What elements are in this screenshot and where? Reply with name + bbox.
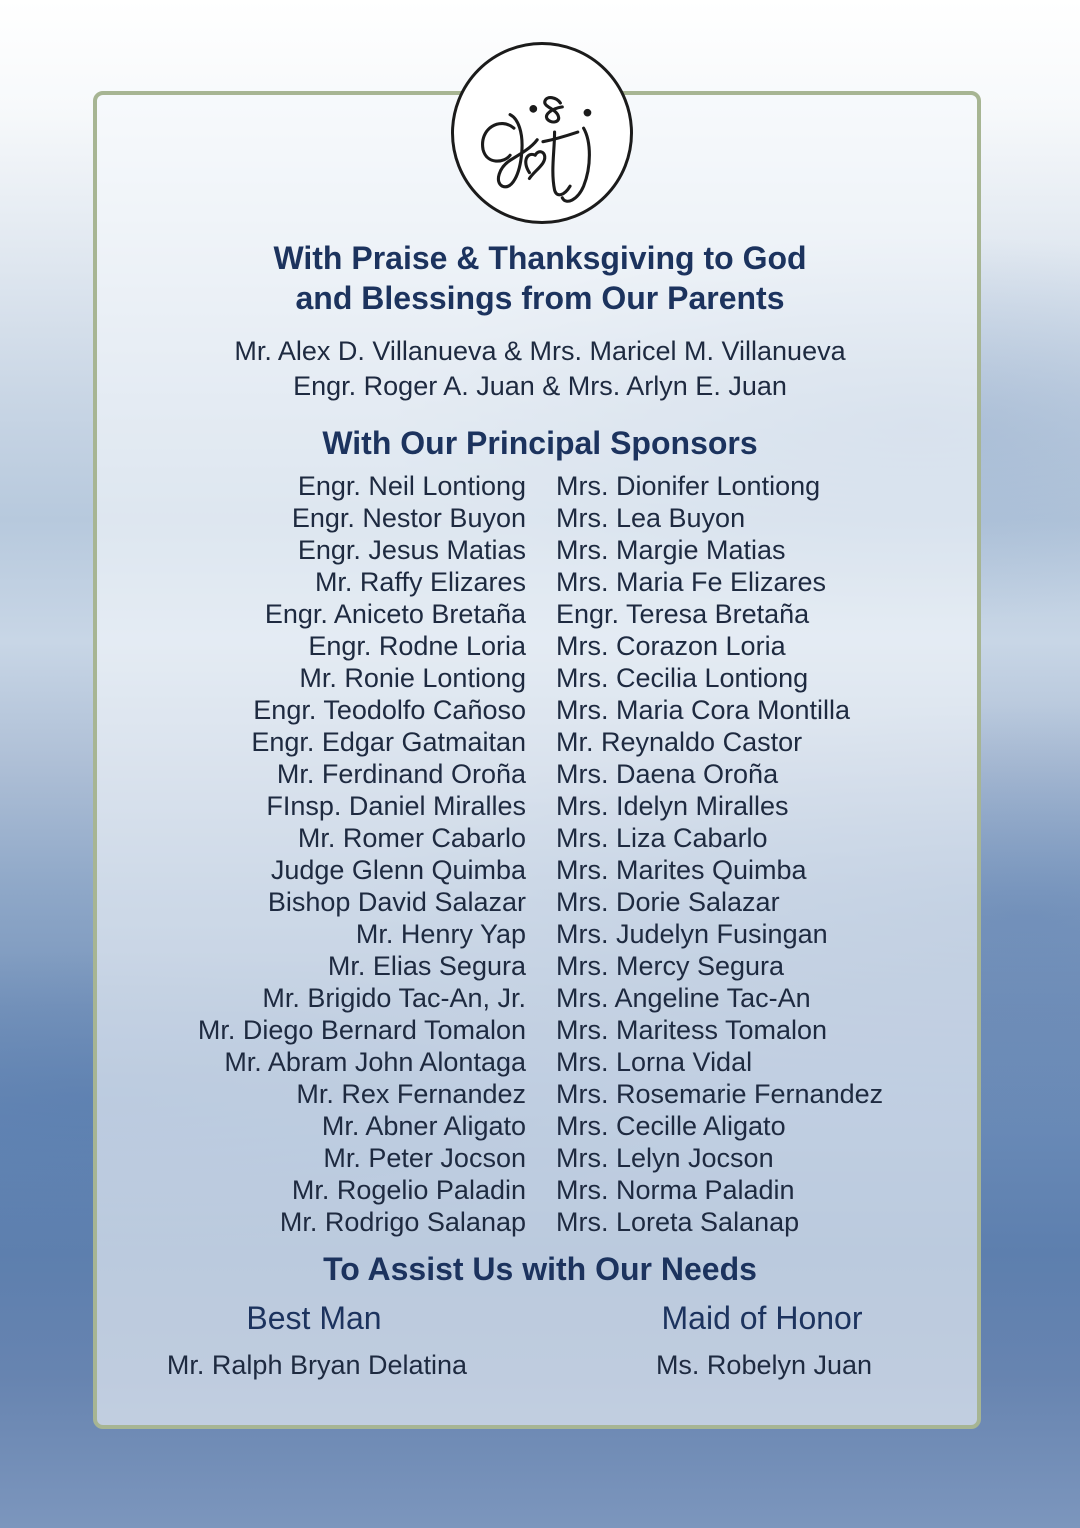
sponsors-right-column bbox=[556, 470, 883, 1238]
parents-line-1: Mr. Alex D. Villanueva & Mrs. Maricel M. Villanueva bbox=[234, 336, 846, 366]
sponsor-right: Mrs. Marites Quimba bbox=[556, 855, 807, 885]
sponsor-right: Engr. Teresa Bretaña bbox=[556, 599, 810, 629]
monogram-icon bbox=[454, 45, 630, 221]
sponsor-right: Mrs. Lelyn Jocson bbox=[556, 1143, 774, 1173]
sponsor-right: Mrs. Dorie Salazar bbox=[556, 887, 780, 917]
sponsor-right: Mrs. Lorna Vidal bbox=[556, 1047, 753, 1077]
sponsors-left-column bbox=[198, 470, 526, 1238]
sponsor-right: Mrs. Dionifer Lontiong bbox=[556, 471, 821, 501]
sponsor-right: Mrs. Margie Matias bbox=[556, 535, 786, 565]
sponsor-left: Judge Glenn Quimba bbox=[270, 855, 526, 885]
sponsor-left: Engr. Edgar Gatmaitan bbox=[251, 727, 526, 757]
sponsor-left: Mr. Ferdinand Oroña bbox=[276, 759, 526, 789]
sponsor-right: Mrs. Angeline Tac-An bbox=[556, 983, 811, 1013]
sponsor-left: Mr. Diego Bernard Tomalon bbox=[197, 1015, 526, 1045]
sponsor-right: Mrs. Mercy Segura bbox=[556, 951, 785, 981]
sponsor-right: Mrs. Loreta Salanap bbox=[556, 1207, 800, 1237]
sponsor-left: Mr. Rodrigo Salanap bbox=[279, 1207, 526, 1237]
sponsor-left: FInsp. Daniel Miralles bbox=[266, 791, 526, 821]
sponsor-left: Mr. Brigido Tac-An, Jr. bbox=[262, 983, 526, 1013]
best-man-title: Best Man bbox=[246, 1300, 382, 1336]
sponsor-left: Engr. Aniceto Bretaña bbox=[264, 599, 526, 629]
sponsor-right: Mrs. Norma Paladin bbox=[556, 1175, 795, 1205]
sponsor-left: Engr. Nestor Buyon bbox=[291, 503, 526, 533]
parents-heading-line2: and Blessings from Our Parents bbox=[295, 280, 785, 316]
needs-heading: To Assist Us with Our Needs bbox=[323, 1251, 757, 1287]
maid-of-honor-name: Ms. Robelyn Juan bbox=[655, 1350, 873, 1380]
parents-line-2: Engr. Roger A. Juan & Mrs. Arlyn E. Juan bbox=[293, 371, 787, 401]
sponsor-left: Mr. Rogelio Paladin bbox=[291, 1175, 526, 1205]
sponsor-right: Mrs. Lea Buyon bbox=[556, 503, 746, 533]
sponsor-left: Mr. Rex Fernandez bbox=[296, 1079, 526, 1109]
sponsor-right: Mrs. Maria Fe Elizares bbox=[556, 567, 827, 597]
sponsor-left: Mr. Abram John Alontaga bbox=[224, 1047, 526, 1077]
parents-heading-line1: With Praise & Thanksgiving to God bbox=[273, 240, 807, 276]
sponsor-right: Mrs. Liza Cabarlo bbox=[556, 823, 768, 853]
sponsor-right: Mrs. Judelyn Fusingan bbox=[556, 919, 828, 949]
sponsor-right: Mr. Reynaldo Castor bbox=[556, 727, 803, 757]
sponsor-right: Mrs. Cecilia Lontiong bbox=[556, 663, 809, 693]
sponsor-left: Engr. Teodolfo Cañoso bbox=[253, 695, 526, 725]
best-man-name: Mr. Ralph Bryan Delatina bbox=[166, 1350, 468, 1380]
sponsor-left: Mr. Elias Segura bbox=[327, 951, 526, 981]
maid-of-honor-title: Maid of Honor bbox=[661, 1300, 863, 1336]
sponsor-left: Engr. Neil Lontiong bbox=[297, 471, 526, 501]
sponsor-left: Bishop David Salazar bbox=[267, 887, 526, 917]
sponsor-left: Mr. Romer Cabarlo bbox=[297, 823, 526, 853]
sponsor-right: Mrs. Rosemarie Fernandez bbox=[556, 1079, 884, 1109]
sponsor-right: Mrs. Maria Cora Montilla bbox=[556, 695, 851, 725]
sponsor-right: Mrs. Daena Oroña bbox=[556, 759, 779, 789]
sponsor-left: Engr. Jesus Matias bbox=[297, 535, 526, 565]
sponsor-right: Mrs. Idelyn Miralles bbox=[556, 791, 789, 821]
sponsor-left: Mr. Henry Yap bbox=[355, 919, 526, 949]
monogram-logo bbox=[451, 42, 633, 224]
sponsor-right: Mrs. Corazon Loria bbox=[556, 631, 786, 661]
sponsor-right: Mrs. Maritess Tomalon bbox=[556, 1015, 828, 1045]
sponsor-left: Mr. Ronie Lontiong bbox=[299, 663, 526, 693]
sponsor-left: Engr. Rodne Loria bbox=[308, 631, 526, 661]
sponsor-right: Mrs. Cecille Aligato bbox=[556, 1111, 786, 1141]
sponsor-left: Mr. Raffy Elizares bbox=[314, 567, 526, 597]
sponsor-left: Mr. Abner Aligato bbox=[321, 1111, 526, 1141]
sponsors-heading: With Our Principal Sponsors bbox=[322, 425, 758, 461]
sponsor-left: Mr. Peter Jocson bbox=[323, 1143, 526, 1173]
